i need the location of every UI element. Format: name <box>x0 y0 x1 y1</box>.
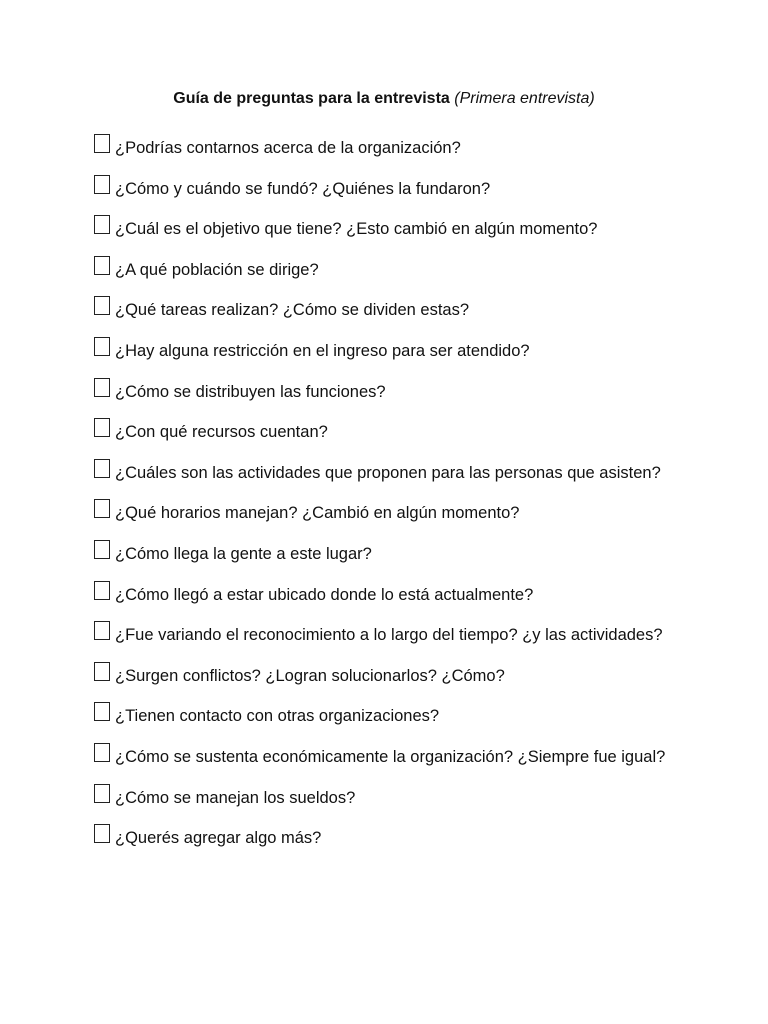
checkbox[interactable] <box>94 418 110 437</box>
question-text: ¿Cuál es el objetivo que tiene? ¿Esto cambió en algún momento? <box>115 220 598 239</box>
checkbox[interactable] <box>94 134 110 153</box>
checkbox[interactable] <box>94 296 110 315</box>
question-text: ¿Cómo y cuándo se fundó? ¿Quiénes la fundaron? <box>115 179 491 198</box>
question-text: ¿Fue variando el reconocimiento a lo largo del tiempo? ¿y las actividades? <box>115 626 663 645</box>
question-item <box>94 618 744 659</box>
question-item <box>94 415 744 456</box>
checkbox[interactable] <box>94 215 110 234</box>
question-item <box>94 253 744 294</box>
question-text: ¿Cómo se manejan los sueldos? <box>115 788 356 807</box>
question-item <box>94 821 744 862</box>
question-text: ¿Podrías contarnos acerca de la organización? <box>115 139 461 157</box>
question-text: ¿Cómo se distribuyen las funciones? <box>115 382 386 401</box>
question-item <box>94 212 744 253</box>
question-item <box>94 537 744 578</box>
question-list <box>94 131 744 862</box>
checkbox[interactable] <box>94 621 110 640</box>
question-item <box>94 131 744 172</box>
question-text: ¿Con qué recursos cuentan? <box>115 423 328 442</box>
checkbox[interactable] <box>94 459 110 478</box>
checkbox[interactable] <box>94 743 110 762</box>
question-text: ¿A qué población se dirige? <box>115 260 319 279</box>
question-item <box>94 781 744 822</box>
question-text: ¿Qué horarios manejan? ¿Cambió en algún momento? <box>115 504 520 523</box>
checkbox[interactable] <box>94 378 110 397</box>
checkbox[interactable] <box>94 540 110 559</box>
checkbox[interactable] <box>94 662 110 681</box>
question-text: ¿Cómo llegó a estar ubicado donde lo está actualmente? <box>115 585 534 604</box>
question-item <box>94 293 744 334</box>
question-item <box>94 172 744 213</box>
title-main: Guía de preguntas para la entrevista <box>173 90 450 107</box>
question-item <box>94 659 744 700</box>
question-text: ¿Querés agregar algo más? <box>115 829 322 848</box>
question-text: ¿Hay alguna restricción en el ingreso para ser atendido? <box>115 341 530 360</box>
checkbox[interactable] <box>94 337 110 356</box>
question-text: ¿Surgen conflictos? ¿Logran solucionarlos? ¿Cómo? <box>115 666 505 685</box>
checkbox[interactable] <box>94 499 110 518</box>
question-text: ¿Tienen contacto con otras organizaciones? <box>115 707 440 726</box>
question-item <box>94 496 744 537</box>
question-item <box>94 456 744 497</box>
checkbox[interactable] <box>94 824 110 843</box>
checkbox[interactable] <box>94 256 110 275</box>
checkbox[interactable] <box>94 702 110 721</box>
checkbox[interactable] <box>94 175 110 194</box>
question-item <box>94 740 744 781</box>
question-item <box>94 699 744 740</box>
question-item <box>94 578 744 619</box>
question-text: ¿Cómo se sustenta económicamente la organización? ¿Siempre fue igual? <box>115 747 666 766</box>
checkbox[interactable] <box>94 784 110 803</box>
question-text: ¿Qué tareas realizan? ¿Cómo se dividen estas? <box>115 301 470 320</box>
question-item <box>94 375 744 416</box>
document-title <box>0 88 768 110</box>
question-text: ¿Cómo llega la gente a este lugar? <box>115 544 372 563</box>
question-item <box>94 334 744 375</box>
title-subtitle: (Primera entrevista) <box>454 90 595 107</box>
question-text: ¿Cuáles son las actividades que proponen para las personas que asisten? <box>115 463 661 482</box>
checkbox[interactable] <box>94 581 110 600</box>
